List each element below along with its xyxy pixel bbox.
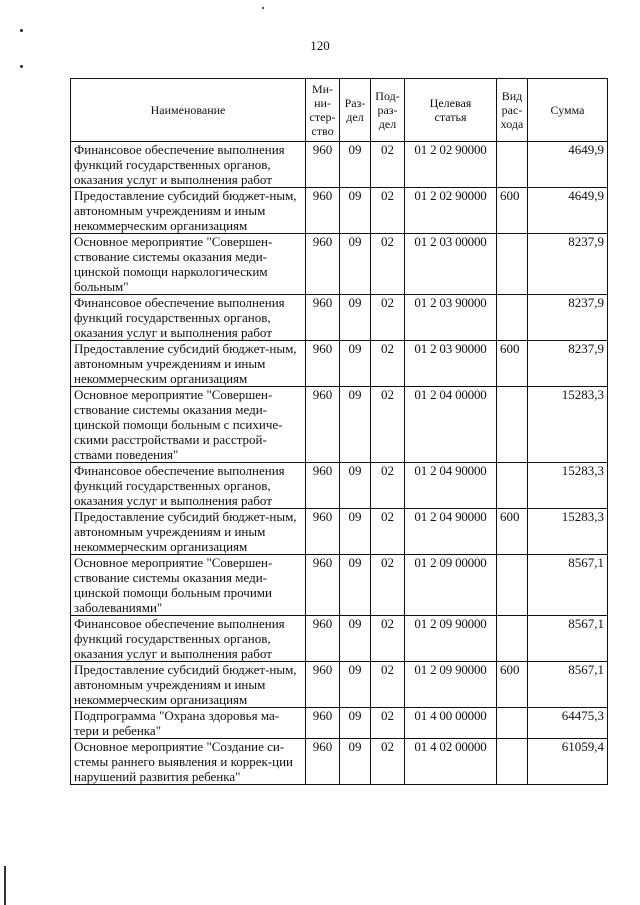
header-vid: Вид рас- хода — [497, 79, 528, 142]
cell-sum: 8237,9 — [528, 234, 608, 295]
table-row — [71, 708, 608, 739]
scan-speck — [262, 7, 264, 9]
cell-sum: 4649,9 — [528, 188, 608, 234]
scan-speck — [20, 65, 23, 68]
cell-name: Основное мероприятие "Совершен-ствование системы оказания меди-цинской помощи наркологическим больным" — [71, 234, 306, 295]
cell-ministry: 960 — [306, 234, 340, 295]
cell-podrazdel: 02 — [371, 142, 405, 188]
cell-name: Основное мероприятие "Совершен-ствование системы оказания меди-цинской помощи больным с психиче-скими расстройствами и расстрой-ствами поведения" — [71, 387, 306, 463]
cell-razdel: 09 — [340, 341, 371, 387]
table-row — [71, 555, 608, 616]
cell-podrazdel: 02 — [371, 234, 405, 295]
cell-vid — [497, 555, 528, 616]
cell-razdel: 09 — [340, 234, 371, 295]
scan-speck — [20, 29, 23, 32]
cell-name: Основное мероприятие "Совершен-ствование системы оказания меди-цинской помощи больным прочими заболеваниями" — [71, 555, 306, 616]
cell-ministry: 960 — [306, 142, 340, 188]
cell-ministry: 960 — [306, 662, 340, 708]
header-row — [71, 79, 608, 142]
cell-target: 01 2 04 90000 — [405, 463, 497, 509]
cell-sum: 15283,3 — [528, 509, 608, 555]
cell-target: 01 2 02 90000 — [405, 188, 497, 234]
cell-ministry: 960 — [306, 555, 340, 616]
cell-sum: 15283,3 — [528, 463, 608, 509]
cell-razdel: 09 — [340, 509, 371, 555]
table-row — [71, 142, 608, 188]
cell-ministry: 960 — [306, 387, 340, 463]
cell-razdel: 09 — [340, 387, 371, 463]
cell-ministry: 960 — [306, 341, 340, 387]
table-row — [71, 509, 608, 555]
cell-podrazdel: 02 — [371, 387, 405, 463]
cell-target: 01 2 09 90000 — [405, 616, 497, 662]
cell-sum: 15283,3 — [528, 387, 608, 463]
cell-target: 01 2 09 00000 — [405, 555, 497, 616]
cell-sum: 8567,1 — [528, 616, 608, 662]
cell-razdel: 09 — [340, 463, 371, 509]
cell-sum: 8567,1 — [528, 662, 608, 708]
table-row — [71, 341, 608, 387]
cell-podrazdel: 02 — [371, 509, 405, 555]
cell-podrazdel: 02 — [371, 188, 405, 234]
cell-vid — [497, 739, 528, 785]
cell-podrazdel: 02 — [371, 463, 405, 509]
cell-vid — [497, 708, 528, 739]
table-row — [71, 739, 608, 785]
cell-name: Подпрограмма "Охрана здоровья ма-тери и ребенка" — [71, 708, 306, 739]
cell-podrazdel: 02 — [371, 555, 405, 616]
cell-sum: 8567,1 — [528, 555, 608, 616]
table-row — [71, 234, 608, 295]
scan-edge-mark — [4, 866, 6, 905]
header-name: Наименование — [71, 79, 306, 142]
cell-sum: 8237,9 — [528, 295, 608, 341]
cell-ministry: 960 — [306, 616, 340, 662]
cell-vid — [497, 463, 528, 509]
cell-vid — [497, 142, 528, 188]
cell-target: 01 2 04 90000 — [405, 509, 497, 555]
cell-podrazdel: 02 — [371, 662, 405, 708]
cell-name: Финансовое обеспечение выполнения функций государственных органов, оказания услуг и выполнения работ — [71, 463, 306, 509]
cell-vid — [497, 616, 528, 662]
cell-target: 01 2 04 00000 — [405, 387, 497, 463]
cell-ministry: 960 — [306, 463, 340, 509]
cell-razdel: 09 — [340, 555, 371, 616]
cell-sum: 64475,3 — [528, 708, 608, 739]
header-razdel: Раз- дел — [340, 79, 371, 142]
header-sum: Сумма — [528, 79, 608, 142]
table-row — [71, 295, 608, 341]
cell-ministry: 960 — [306, 295, 340, 341]
cell-razdel: 09 — [340, 616, 371, 662]
cell-sum: 8237,9 — [528, 341, 608, 387]
header-ministry: Ми- ни- стер- ство — [306, 79, 340, 142]
cell-target: 01 4 02 00000 — [405, 739, 497, 785]
cell-podrazdel: 02 — [371, 616, 405, 662]
cell-vid — [497, 387, 528, 463]
table-row — [71, 387, 608, 463]
cell-vid — [497, 234, 528, 295]
table-row — [71, 188, 608, 234]
cell-name: Финансовое обеспечение выполнения функций государственных органов, оказания услуг и выполнения работ — [71, 142, 306, 188]
cell-vid — [497, 295, 528, 341]
page-number: 120 — [310, 38, 330, 53]
header-podrazdel: Под- раз- дел — [371, 79, 405, 142]
cell-name: Основное мероприятие "Создание си-стемы раннего выявления и коррек-ции нарушений развития ребенка" — [71, 739, 306, 785]
cell-name: Предоставление субсидий бюджет-ным, автономным учреждениям и иным некоммерческим организациям — [71, 341, 306, 387]
cell-name: Предоставление субсидий бюджет-ным, автономным учреждениям и иным некоммерческим организациям — [71, 662, 306, 708]
cell-ministry: 960 — [306, 188, 340, 234]
cell-name: Предоставление субсидий бюджет-ным, автономным учреждениям и иным некоммерческим организациям — [71, 188, 306, 234]
cell-razdel: 09 — [340, 295, 371, 341]
cell-razdel: 09 — [340, 188, 371, 234]
cell-podrazdel: 02 — [371, 708, 405, 739]
cell-razdel: 09 — [340, 739, 371, 785]
table-row — [71, 463, 608, 509]
cell-target: 01 2 02 90000 — [405, 142, 497, 188]
cell-name: Финансовое обеспечение выполнения функций государственных органов, оказания услуг и выполнения работ — [71, 295, 306, 341]
budget-table — [70, 78, 608, 785]
header-target: Целевая статья — [405, 79, 497, 142]
cell-vid: 600 — [497, 509, 528, 555]
cell-podrazdel: 02 — [371, 341, 405, 387]
cell-sum: 61059,4 — [528, 739, 608, 785]
cell-vid: 600 — [497, 662, 528, 708]
table-row — [71, 662, 608, 708]
cell-razdel: 09 — [340, 662, 371, 708]
cell-target: 01 2 03 00000 — [405, 234, 497, 295]
cell-target: 01 4 00 00000 — [405, 708, 497, 739]
cell-podrazdel: 02 — [371, 739, 405, 785]
cell-vid: 600 — [497, 341, 528, 387]
cell-target: 01 2 09 90000 — [405, 662, 497, 708]
cell-target: 01 2 03 90000 — [405, 295, 497, 341]
cell-name: Финансовое обеспечение выполнения функций государственных органов, оказания услуг и выполнения работ — [71, 616, 306, 662]
cell-sum: 4649,9 — [528, 142, 608, 188]
cell-ministry: 960 — [306, 739, 340, 785]
cell-target: 01 2 03 90000 — [405, 341, 497, 387]
cell-ministry: 960 — [306, 708, 340, 739]
cell-razdel: 09 — [340, 708, 371, 739]
cell-vid: 600 — [497, 188, 528, 234]
cell-razdel: 09 — [340, 142, 371, 188]
cell-ministry: 960 — [306, 509, 340, 555]
table-row — [71, 616, 608, 662]
cell-podrazdel: 02 — [371, 295, 405, 341]
cell-name: Предоставление субсидий бюджет-ным, автономным учреждениям и иным некоммерческим организациям — [71, 509, 306, 555]
